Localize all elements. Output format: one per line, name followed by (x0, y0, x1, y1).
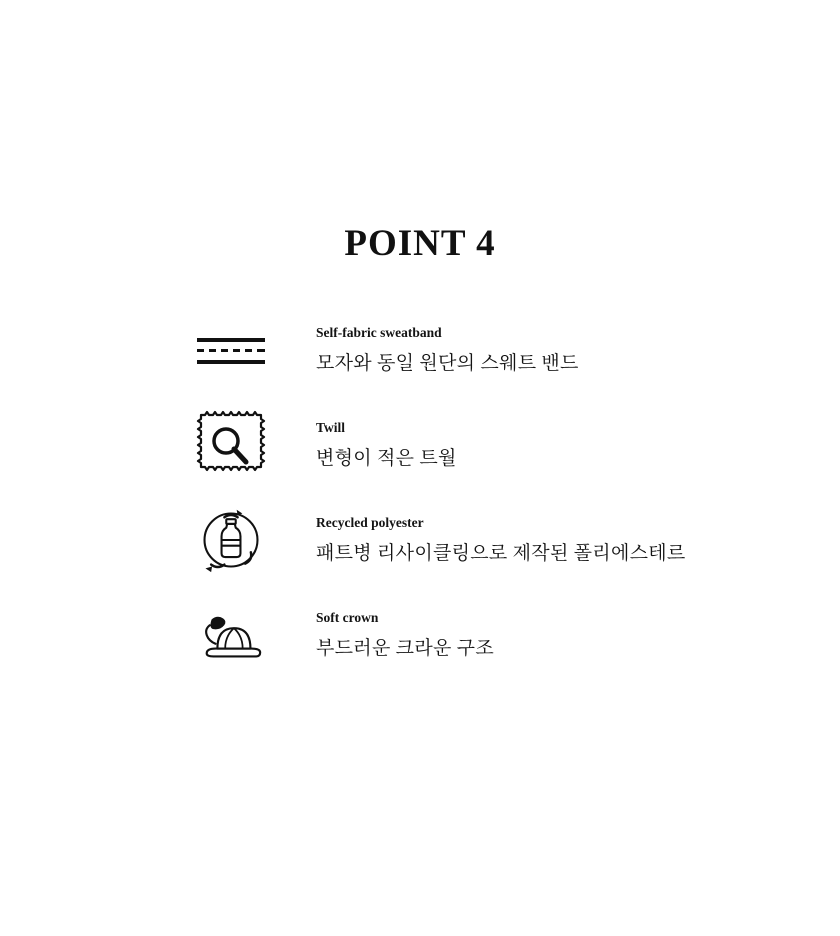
sweatband-lines-icon (196, 312, 266, 388)
list-item (0, 502, 840, 578)
fabric-swatch-magnifier-icon (196, 407, 266, 483)
feature-title-en: Soft crown (316, 610, 379, 625)
feature-text (316, 325, 579, 375)
recycled-bottle-icon (196, 502, 266, 578)
feature-text (316, 420, 457, 470)
feature-title-en: Self-fabric sweatband (316, 325, 442, 340)
feature-text (316, 515, 686, 565)
feature-title-ko: 모자와 동일 원단의 스웨트 밴드 (316, 353, 579, 374)
feature-text (316, 610, 494, 660)
feature-title-ko: 변형이 적은 트월 (316, 448, 457, 469)
feature-title-ko: 부드러운 크라운 구조 (316, 638, 494, 659)
feature-title-en: Recycled polyester (316, 515, 424, 530)
list-item (0, 597, 840, 673)
list-item (0, 407, 840, 483)
list-item (0, 312, 840, 388)
soft-crown-cap-icon (196, 597, 266, 673)
feature-list (0, 312, 840, 673)
page-title: POINT 4 (344, 223, 496, 264)
feature-title-ko: 패트병 리사이클링으로 제작된 폴리에스테르 (316, 543, 686, 564)
feature-title-en: Twill (316, 420, 346, 435)
